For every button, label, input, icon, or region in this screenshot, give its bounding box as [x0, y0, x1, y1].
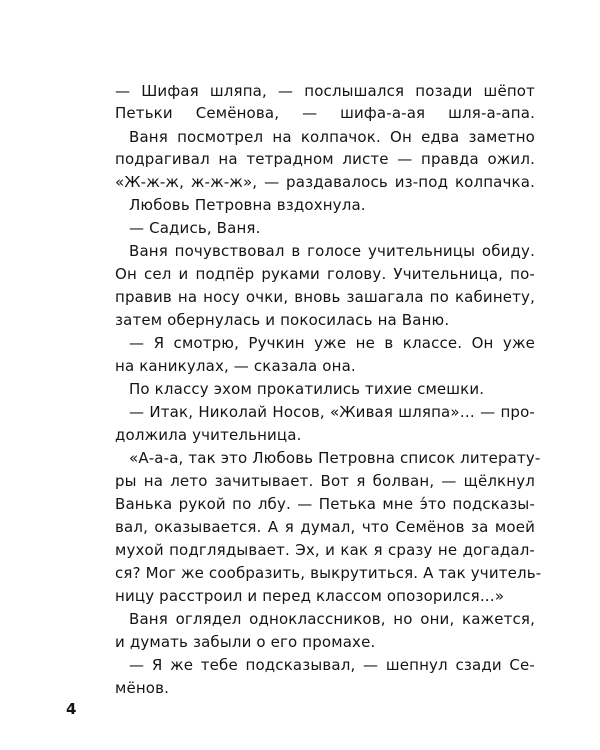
text-line: правив на носу очки, вновь зашагала по кабинету,: [115, 288, 535, 306]
text-line: Он сел и подпёр руками голову. Учительница, по-: [115, 265, 535, 283]
text-line: «Ж-ж-ж, ж-ж-ж», — раздавалось из-под колпачка.: [115, 173, 535, 191]
text-line: на каникулах, — сказала она.: [115, 357, 356, 375]
text-line: затем обернулась и покосилась на Ваню.: [115, 311, 450, 329]
text-line: — Шифая шляпа, — послышался позади шёпот: [115, 82, 535, 100]
text-line: Петьки Семёнова, — шифа-а-ая шля-а-апа.: [115, 104, 535, 122]
text-line: По классу эхом прокатились тихие смешки.: [129, 380, 485, 398]
text-line: должила учительница.: [115, 426, 302, 444]
text-line: Ваня почувствовал в голосе учительницы обиду.: [129, 242, 535, 260]
text-line: мухой подглядывает. Эх, и как я сразу не догадал-: [115, 541, 535, 559]
text-line: ся? Мог же сообразить, выкрутиться. А так учитель-: [115, 564, 542, 582]
text-line: Ваня оглядел одноклассников, но они, кажется,: [129, 610, 535, 628]
text-line: Ваня посмотрел на колпачок. Он едва заметно: [129, 128, 535, 146]
text-line: и думать забыли о его промахе.: [115, 633, 376, 651]
page-number: 4: [66, 700, 77, 718]
text-line: вал, оказывается. А я думал, что Семёнов за моей: [115, 518, 535, 536]
text-line: — Садись, Ваня.: [129, 219, 261, 237]
text-line: — Я смотрю, Ручкин уже не в классе. Он уже: [129, 334, 535, 352]
text-line: — Я же тебе подсказывал, — шепнул сзади Се-: [129, 656, 535, 674]
text-line: Ванька рукой по лбу. — Петька мне э́то подсказы-: [115, 495, 535, 513]
text-line: «А-а-а, так это Любовь Петровна список литерату-: [129, 449, 541, 467]
text-line: Любовь Петровна вздохнула.: [129, 196, 366, 214]
text-line: подрагивал на тетрадном листе — правда ожил.: [115, 150, 535, 168]
text-line: — Итак, Николай Носов, «Живая шляпа»… — про-: [129, 403, 535, 421]
text-line: мёнов.: [115, 679, 170, 697]
text-line: ницу расстроил и перед классом опозорился…»: [115, 587, 505, 605]
text-line: ры на лето зачитывает. Вот я болван, — щёлкнул: [115, 472, 535, 490]
